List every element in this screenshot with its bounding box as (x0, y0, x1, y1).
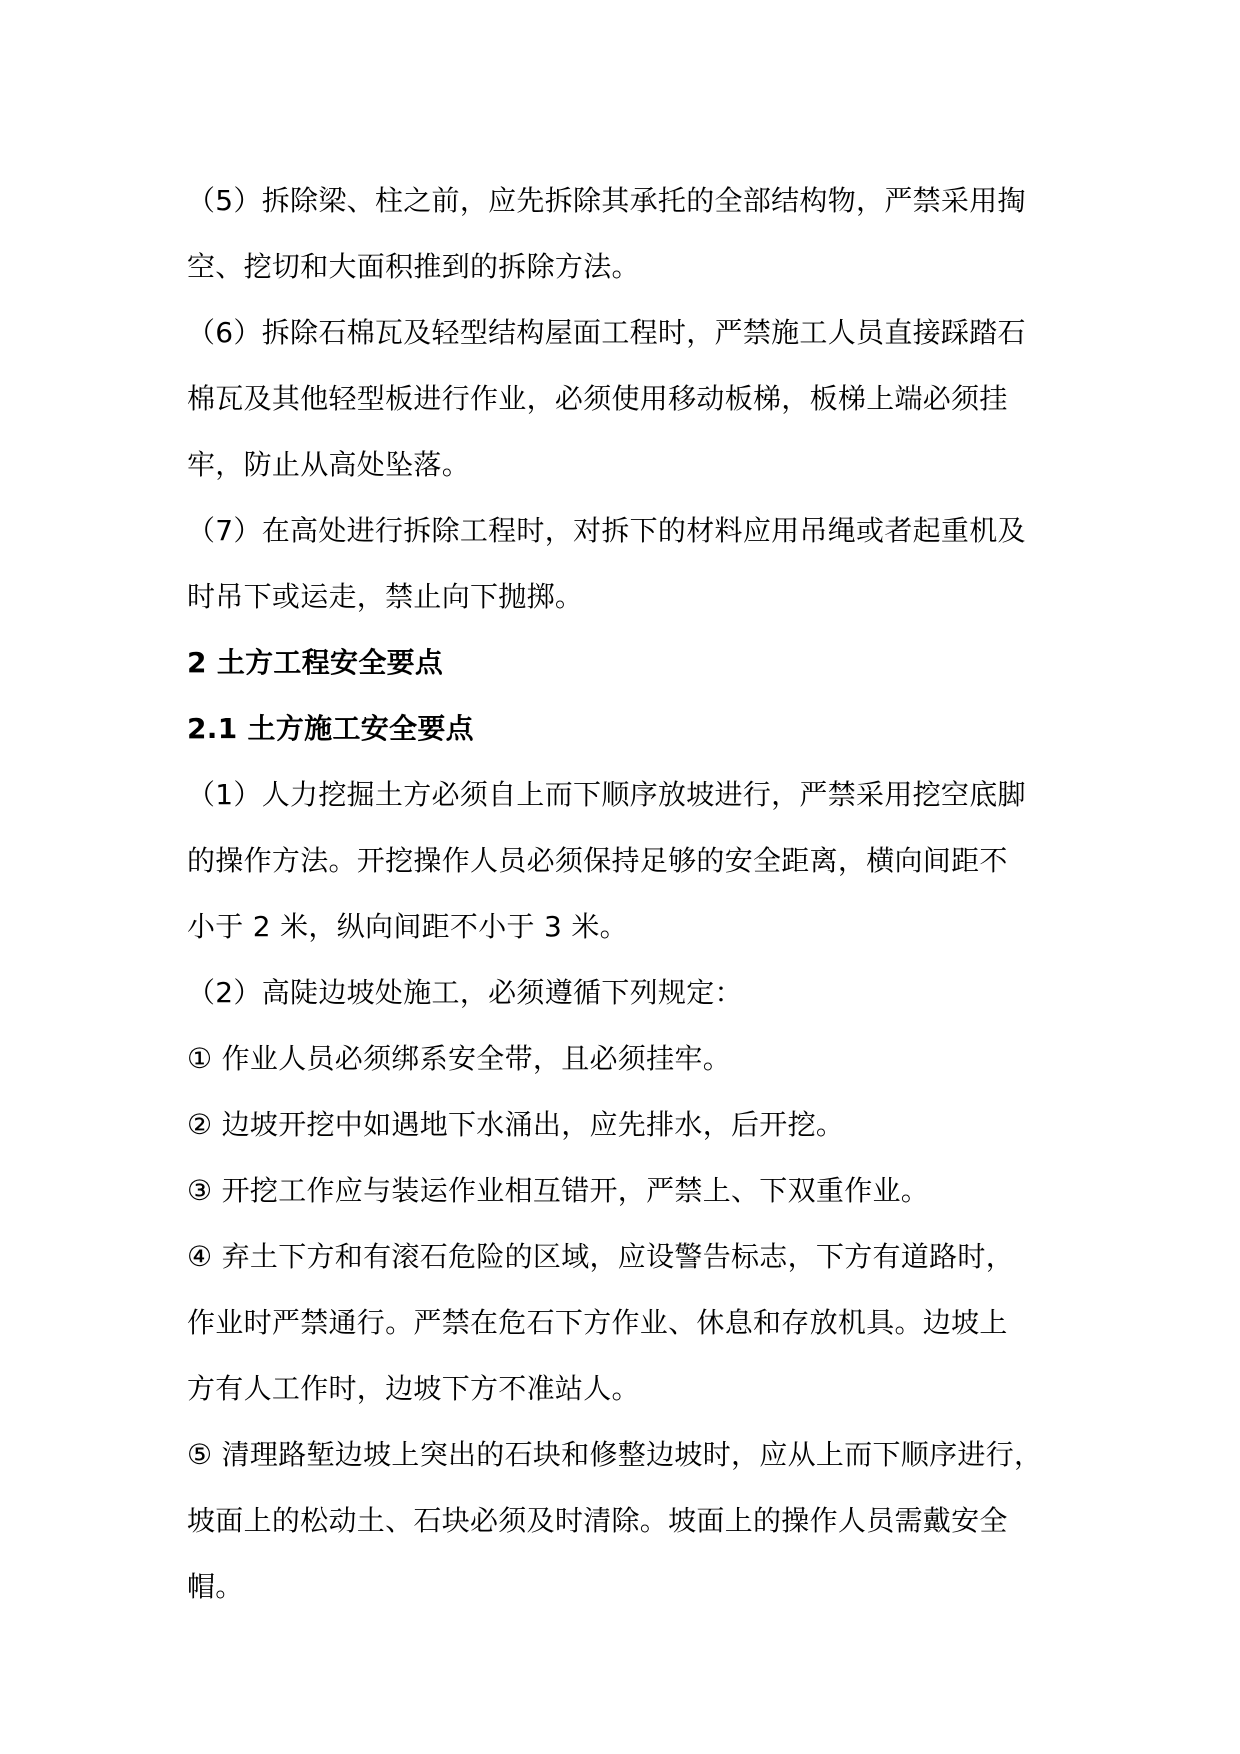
text-line: （5）拆除梁、柱之前，应先拆除其承托的全部结构物，严禁采用掏 (187, 184, 1026, 217)
section-heading: 2 土方工程安全要点 (187, 646, 444, 679)
document-body (187, 168, 1067, 1620)
text-line: 牢，防止从高处坠落。 (187, 448, 471, 481)
list-item: ⑤ 清理路堑边坡上突出的石块和修整边坡时，应从上而下顺序进行， (187, 1438, 1043, 1471)
list-item: ② 边坡开挖中如遇地下水涌出，应先排水，后开挖。 (187, 1108, 845, 1141)
list-item: ④ 弃土下方和有滚石危险的区域，应设警告标志，下方有道路时， (187, 1240, 1015, 1273)
text-line: （1）人力挖掘土方必须自上而下顺序放坡进行，严禁采用挖空底脚 (187, 778, 1026, 811)
subsection-heading: 2.1 土方施工安全要点 (187, 712, 474, 745)
text-line: 时吊下或运走，禁止向下抛掷。 (187, 580, 584, 613)
text-line: 的操作方法。开挖操作人员必须保持足够的安全距离，横向间距不 (187, 844, 1008, 877)
text-line: 小于 2 米，纵向间距不小于 3 米。 (187, 910, 628, 943)
text-line: 坡面上的松动土、石块必须及时清除。坡面上的操作人员需戴安全 (187, 1504, 1008, 1537)
text-line: 方有人工作时，边坡下方不准站人。 (187, 1372, 640, 1405)
list-item: ③ 开挖工作应与装运作业相互错开，严禁上、下双重作业。 (187, 1174, 930, 1207)
text-line: 作业时严禁通行。严禁在危石下方作业、休息和存放机具。边坡上 (187, 1306, 1008, 1339)
list-item: ① 作业人员必须绑系安全带，且必须挂牢。 (187, 1042, 732, 1075)
text-line: （2）高陡边坡处施工，必须遵循下列规定： (187, 976, 743, 1009)
text-line: 棉瓦及其他轻型板进行作业，必须使用移动板梯，板梯上端必须挂 (187, 382, 1008, 415)
text-line: （6）拆除石棉瓦及轻型结构屋面工程时，严禁施工人员直接踩踏石 (187, 316, 1026, 349)
text-line: 帽。 (187, 1570, 244, 1603)
text-line: （7）在高处进行拆除工程时，对拆下的材料应用吊绳或者起重机及 (187, 514, 1026, 547)
text-line: 空、挖切和大面积推到的拆除方法。 (187, 250, 640, 283)
